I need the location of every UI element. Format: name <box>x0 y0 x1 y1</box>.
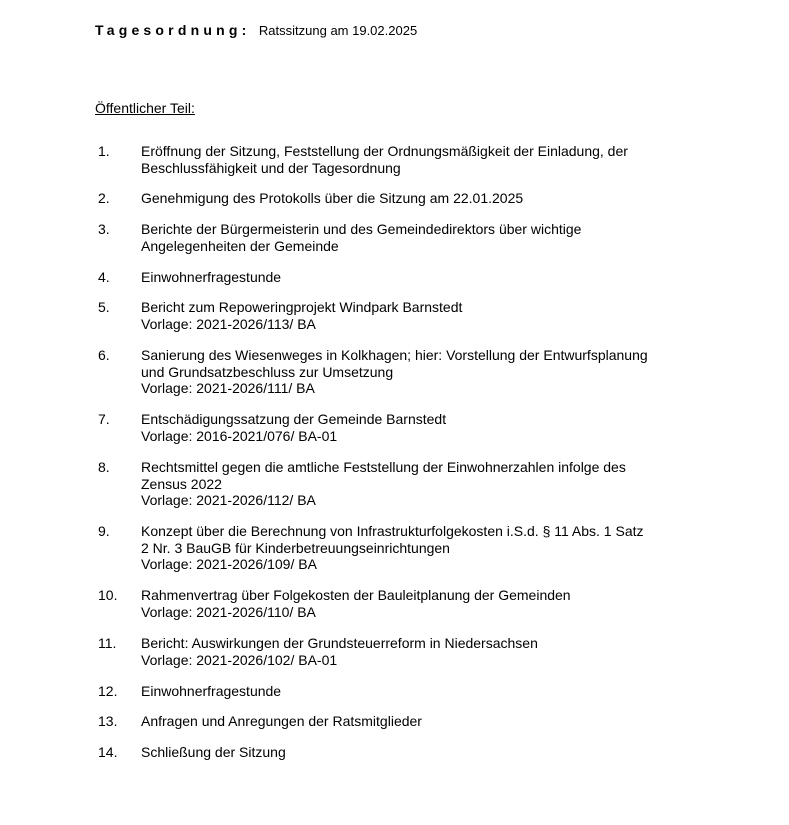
agenda-item-number: 5. <box>98 299 110 315</box>
agenda-item-line: Schließung der Sitzung <box>141 744 286 760</box>
section-title: Öffentlicher Teil: <box>95 100 195 116</box>
agenda-item-number: 11. <box>98 635 117 651</box>
agenda-item-text <box>141 744 686 761</box>
agenda-item-number: 6. <box>98 347 110 363</box>
agenda-item-text <box>141 635 686 668</box>
agenda-item-number: 10. <box>98 587 118 603</box>
agenda-item-text <box>141 683 686 700</box>
agenda-item-line: Sanierung des Wiesenweges in Kolkhagen; hier: Vorstellung der Entwurfsplanung <box>141 347 648 363</box>
agenda-item-number: 7. <box>98 411 110 427</box>
agenda-item-number: 1. <box>98 143 110 159</box>
agenda-item-line: Rechtsmittel gegen die amtliche Feststellung der Einwohnerzahlen infolge des <box>141 459 626 475</box>
agenda-item-line: und Grundsatzbeschluss zur Umsetzung <box>141 363 394 380</box>
agenda-item-line: Vorlage: 2016-2021/076/ BA-01 <box>141 427 338 444</box>
header-subtitle: Ratssitzung am 19.02.2025 <box>258 23 418 38</box>
agenda-item-number: 8. <box>98 459 110 475</box>
agenda-item-text <box>141 269 686 286</box>
agenda-item-line: Vorlage: 2021-2026/111/ BA <box>141 380 315 396</box>
agenda-item-text <box>141 459 686 509</box>
agenda-item-line: Beschlussfähigkeit und der Tagesordnung <box>141 159 401 176</box>
agenda-item-line: Vorlage: 2021-2026/102/ BA-01 <box>141 651 338 668</box>
agenda-item-line: Vorlage: 2021-2026/109/ BA <box>141 556 317 572</box>
agenda-item-number: 13. <box>98 713 118 729</box>
agenda-item-text <box>141 299 686 332</box>
agenda-item-line: Berichte der Bürgermeisterin und des Gemeindedirektors über wichtige <box>141 221 582 237</box>
agenda-item-line: Konzept über die Berechnung von Infrastrukturfolgekosten i.S.d. § 11 Abs. 1 Satz <box>141 523 644 539</box>
agenda-item-line: Eröffnung der Sitzung, Feststellung der Ordnungsmäßigkeit der Einladung, der <box>141 143 628 159</box>
agenda-item-text <box>141 221 686 254</box>
agenda-item-text <box>141 347 686 397</box>
agenda-item-line: 2 Nr. 3 BauGB für Kinderbetreuungseinrichtungen <box>141 539 450 556</box>
agenda-item-line: Einwohnerfragestunde <box>141 269 282 285</box>
agenda-item-line: Vorlage: 2021-2026/112/ BA <box>141 492 316 508</box>
agenda-item-line: Vorlage: 2021-2026/110/ BA <box>141 603 316 620</box>
agenda-item-line: Angelegenheiten der Gemeinde <box>141 237 339 254</box>
agenda-item-text <box>141 523 686 573</box>
header-title: Tagesordnung: <box>95 22 251 38</box>
agenda-item-number: 12. <box>98 683 118 699</box>
agenda-item-text <box>141 713 686 730</box>
agenda-item-number: 14. <box>98 744 118 760</box>
agenda-item-line: Entschädigungssatzung der Gemeinde Barnstedt <box>141 411 447 427</box>
agenda-item-line: Bericht: Auswirkungen der Grundsteuerreform in Niedersachsen <box>141 635 538 651</box>
agenda-item-line: Vorlage: 2021-2026/113/ BA <box>141 315 316 332</box>
agenda-item-line: Zensus 2022 <box>141 475 222 492</box>
agenda-item-text <box>141 143 686 176</box>
agenda-item-number: 9. <box>98 523 110 539</box>
agenda-item-number: 3. <box>98 221 110 237</box>
agenda-item-line: Genehmigung des Protokolls über die Sitzung am 22.01.2025 <box>141 190 524 206</box>
agenda-item-line: Bericht zum Repoweringprojekt Windpark Barnstedt <box>141 299 463 315</box>
agenda-item-line: Einwohnerfragestunde <box>141 683 282 699</box>
agenda-item-line: Rahmenvertrag über Folgekosten der Bauleitplanung der Gemeinden <box>141 587 571 603</box>
agenda-item-number: 4. <box>98 269 110 285</box>
agenda-item-text <box>141 587 686 620</box>
agenda-item-line: Anfragen und Anregungen der Ratsmitglieder <box>141 713 422 729</box>
agenda-item-number: 2. <box>98 190 110 206</box>
agenda-item-text <box>141 190 686 207</box>
agenda-item-text <box>141 411 686 444</box>
